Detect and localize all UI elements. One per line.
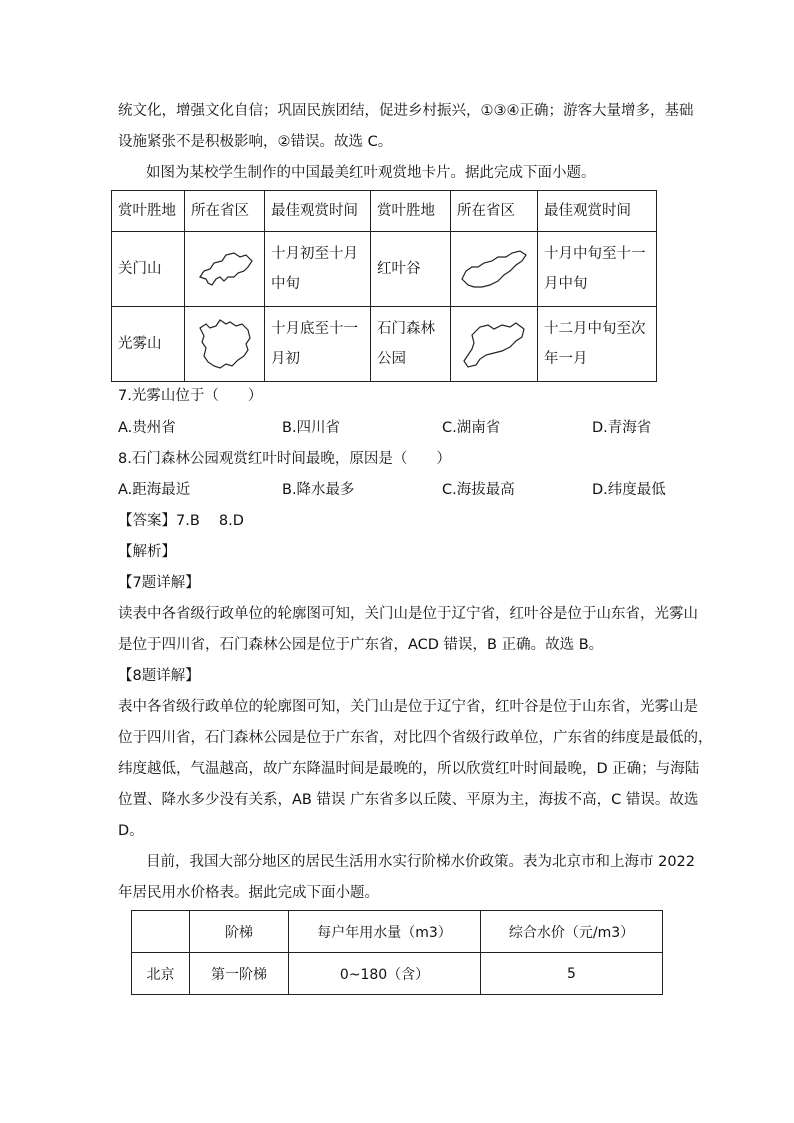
- sichuan-outline-icon: [194, 316, 256, 372]
- question-7-option-a: A.贵州省: [118, 420, 176, 436]
- q8-detail-line-2: 位于四川省，石门森林公园是位于广东省，对比四个省级行政单位，广东省的纬度是最低的，: [118, 730, 713, 746]
- time-text: 十二月中旬至次: [544, 321, 646, 337]
- q7-detail-line-2: 是位于四川省，石门森林公园是位于广东省，ACD 错误，B 正确。故选 B。: [118, 637, 604, 653]
- q8-detail-line-1: 表中各省级行政单位的轮廓图可知，关门山是位于辽宁省，红叶谷是位于山东省，光雾山是: [118, 699, 698, 715]
- analysis-title: 【解析】: [118, 544, 176, 560]
- q8-detail-line-5: D。: [118, 823, 144, 839]
- q8-detail-line-3: 纬度越低，气温越高，故广东降温时间是最晚的，所以欣赏红叶时间最晚，D 正确；与海陆: [118, 761, 700, 777]
- site-text: 公园: [377, 351, 406, 367]
- time-text: 十月初至十月: [271, 246, 358, 262]
- table-row: [112, 307, 657, 382]
- table-cell: 5: [481, 953, 663, 995]
- header-cell: [132, 911, 190, 953]
- q8-detail-line-4: 位置、降水多少没有关系，AB 错误 广东省多以丘陵、平原为主，海拔不高，C 错误。故选: [118, 792, 699, 808]
- time-text: 十月底至十一: [271, 321, 358, 337]
- time-text: 十月中旬至十一: [544, 246, 646, 262]
- site-text: 石门森林: [377, 321, 435, 337]
- time-text: 月中旬: [544, 276, 588, 292]
- q7-detail-line-1: 读表中各省级行政单位的轮廓图可知，关门山是位于辽宁省，红叶谷是位于山东省，光雾山: [118, 606, 698, 622]
- intro-line-2: 设施紧张不是积极影响，②错误。故选 C。: [118, 134, 393, 150]
- time-cell: [538, 307, 657, 382]
- header-cell: 最佳观赏时间: [538, 191, 657, 232]
- q8-detail-title: 【8题详解】: [118, 668, 200, 684]
- site-cell: 红叶谷: [371, 232, 451, 307]
- header-cell: 阶梯: [190, 911, 289, 953]
- table-cell: 0~180（含）: [289, 953, 481, 995]
- q7-detail-title: 【7题详解】: [118, 575, 200, 591]
- time-text: 年一月: [544, 351, 588, 367]
- table-header-row: [112, 191, 657, 232]
- province-map-cell: [451, 232, 538, 307]
- liaoning-outline-icon: [194, 247, 256, 291]
- question-7-option-d: D.青海省: [592, 420, 652, 436]
- site-cell: [371, 307, 451, 382]
- water-price-table: [131, 910, 663, 995]
- answer-line: 【答案】7.B 8.D: [118, 513, 244, 529]
- header-cell: 赏叶胜地: [112, 191, 185, 232]
- header-cell: 赏叶胜地: [371, 191, 451, 232]
- header-cell: 综合水价（元/m3）: [481, 911, 663, 953]
- question-8-option-a: A.距海最近: [118, 482, 191, 498]
- intro-line-1: 统文化，增强文化自信；巩固民族团结，促进乡村振兴，①③④正确；游客大量增多，基础: [118, 103, 694, 119]
- leaf-intro: 如图为某校学生制作的中国最美红叶观赏地卡片。据此完成下面小题。: [146, 165, 596, 181]
- time-cell: [538, 232, 657, 307]
- question-8-option-c: C.海拔最高: [442, 482, 515, 498]
- shandong-outline-icon: [458, 245, 530, 293]
- province-map-cell: [185, 307, 265, 382]
- province-map-cell: [185, 232, 265, 307]
- table-row: [132, 953, 663, 995]
- header-cell: 所在省区: [451, 191, 538, 232]
- time-text: 月初: [271, 351, 300, 367]
- question-8-stem: 8.石门森林公园观赏红叶时间最晚，原因是（ ）: [118, 451, 451, 467]
- water-intro-line-2: 年居民用水价格表。据此完成下面小题。: [118, 885, 379, 901]
- site-cell: 光雾山: [112, 307, 185, 382]
- province-map-cell: [451, 307, 538, 382]
- time-cell: [265, 232, 371, 307]
- time-text: 中旬: [271, 276, 300, 292]
- table-cell: 北京: [132, 953, 190, 995]
- question-7-option-b: B.四川省: [282, 420, 341, 436]
- site-cell: 关门山: [112, 232, 185, 307]
- header-cell: 所在省区: [185, 191, 265, 232]
- question-7-stem: 7.光雾山位于（ ）: [118, 388, 263, 404]
- red-leaf-table: [111, 190, 657, 382]
- water-intro-line-1: 目前，我国大部分地区的居民生活用水实行阶梯水价政策。表为北京市和上海市 2022: [146, 854, 696, 870]
- question-7-option-c: C.湖南省: [442, 420, 501, 436]
- table-row: [112, 232, 657, 307]
- table-cell: 第一阶梯: [190, 953, 289, 995]
- question-8-option-b: B.降水最多: [282, 482, 355, 498]
- question-8-option-d: D.纬度最低: [592, 482, 666, 498]
- guangdong-outline-icon: [458, 317, 530, 371]
- time-cell: [265, 307, 371, 382]
- table-header-row: [132, 911, 663, 953]
- header-cell: 每户年用水量（m3）: [289, 911, 481, 953]
- header-cell: 最佳观赏时间: [265, 191, 371, 232]
